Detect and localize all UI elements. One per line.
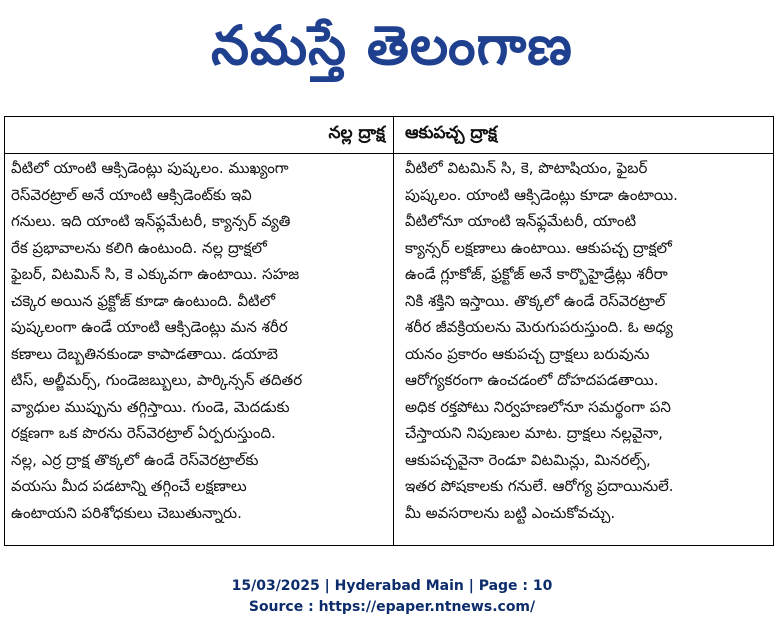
column-divider	[393, 117, 394, 545]
right-column-line: మీ అవసరాలను బట్టి ఎంచుకోవచ్చు.	[405, 503, 616, 522]
right-column-heading: ఆకుపచ్చ ద్రాక్ష	[405, 123, 497, 143]
right-column-line: వీటిలోనూ యాంటి ఇన్‌ఫ్లమేటరీ, యాంటి	[405, 212, 637, 230]
left-column-line: వీటిలో యాంటి ఆక్సిడెంట్లు పుష్కలం. ముఖ్యంగా	[11, 159, 289, 177]
left-column-line: కణాలు దెబ్బతినకుండా కాపాడతాయి. డయాబె	[11, 344, 279, 363]
right-heading-rule	[394, 153, 773, 154]
left-column-text	[11, 155, 385, 526]
right-column-line: యనం ప్రకారం ఆకుపచ్చ ద్రాక్షలు బరువును	[405, 344, 650, 363]
left-column-line: రెస్‌వెరట్రాల్ అనే యాంటి ఆక్సిడెంట్‌కు ఇవి	[11, 185, 252, 204]
source-line: Source : https://epaper.ntnews.com/	[248, 599, 536, 615]
left-column-line: వ్యాధుల ముప్పును తగ్గిస్తాయి. గుండె, మెదడుకు	[11, 397, 290, 416]
right-column-line: వీటిలో విటమిన్ సి, కె, పొటాషియం, ఫైబర్	[405, 159, 648, 177]
left-column-line: పుష్కలంగా ఉండే యాంటి ఆక్సిడెంట్లు మన శరీర	[11, 318, 288, 336]
left-column-line: ఉంటాయని పరిశోధకులు చెబుతున్నారు.	[11, 503, 242, 522]
left-column-line: నల్ల, ఎర్ర ద్రాక్ష తొక్కలో ఉండే రెస్‌వెరట్రాల్‌కు	[11, 450, 259, 469]
right-column-text	[405, 155, 765, 526]
right-column-line: ఉండే గ్లూకోజ్, ఫ్రక్టోజ్ అనే కార్బొహైడ్రేట్లు శరీరా	[405, 265, 668, 283]
left-column-line: చక్కెర అయిన ఫ్రక్టోజ్ కూడా ఉంటుంది. వీటిలో	[11, 291, 276, 310]
left-column-line: రేక ప్రభావాలను కలిగి ఉంటుంది. నల్ల ద్రాక్షలో	[11, 238, 267, 257]
right-column-line: క్యాన్సర్ లక్షణాలు ఉంటాయి. ఆకుపచ్చ ద్రాక్షలో	[405, 238, 672, 257]
right-column-line: చేస్తాయని నిపుణుల మాట. ద్రాక్షలు నల్లవైనా,	[405, 424, 663, 442]
right-column-line: నికి శక్తిని ఇస్తాయి. తొక్కలో ఉండే రెస్‌వెరట్రాల్	[405, 291, 666, 310]
right-column-line: ఇతర పోషకాలకు గనులే. ఆరోగ్య ప్రదాయినులే.	[405, 477, 674, 495]
right-column-line: అధిక రక్తపోటు నిర్వహణలోనూ సమర్థంగా పని	[405, 397, 671, 416]
left-column-line: గనులు. ఇది యాంటి ఇన్‌ఫ్లమేటరీ, క్యాన్సర్ వ్యతి	[11, 212, 291, 230]
edition-line: 15/03/2025 | Hyderabad Main | Page : 10	[231, 578, 553, 594]
right-column-line: ఆకుపచ్చవైనా రెండూ విటమిన్లు, మినరల్స్,	[405, 450, 651, 469]
right-column-line: ఆరోగ్యకరంగా ఉంచడంలో దోహదపడతాయి.	[405, 371, 659, 389]
left-column-line: వయసు మీద పడటాన్ని తగ్గించే లక్షణాలు	[11, 477, 247, 495]
newspaper-title: నమస్తే తెలంగాణ	[211, 14, 573, 77]
left-column-line: టిస్, అల్జీమర్స్, గుండెజబ్బులు, పార్కిన్సన్ తదితర	[11, 371, 303, 389]
masthead	[0, 0, 784, 92]
left-column-line: రక్షణగా ఒక పొరను రెస్‌వెరట్రాల్ ఏర్పరుస్తుంది.	[11, 424, 276, 442]
right-column-line: పుష్కలం. యాంటి ఆక్సిడెంట్లు కూడా ఉంటాయి.	[405, 185, 678, 204]
left-column-heading: నల్ల ద్రాక్ష	[328, 123, 385, 143]
article-clipping	[4, 116, 774, 546]
heading-strip	[5, 117, 773, 153]
right-column-line: శరీర జీవక్రియలను మెరుగుపరుస్తుంది. ఓ అధ్య	[405, 318, 673, 336]
footer	[0, 576, 784, 618]
left-heading-rule	[5, 153, 393, 154]
left-column-line: ఫైబర్, విటమిన్ సి, కె ఎక్కువగా ఉంటాయి. సహజ	[11, 265, 300, 283]
